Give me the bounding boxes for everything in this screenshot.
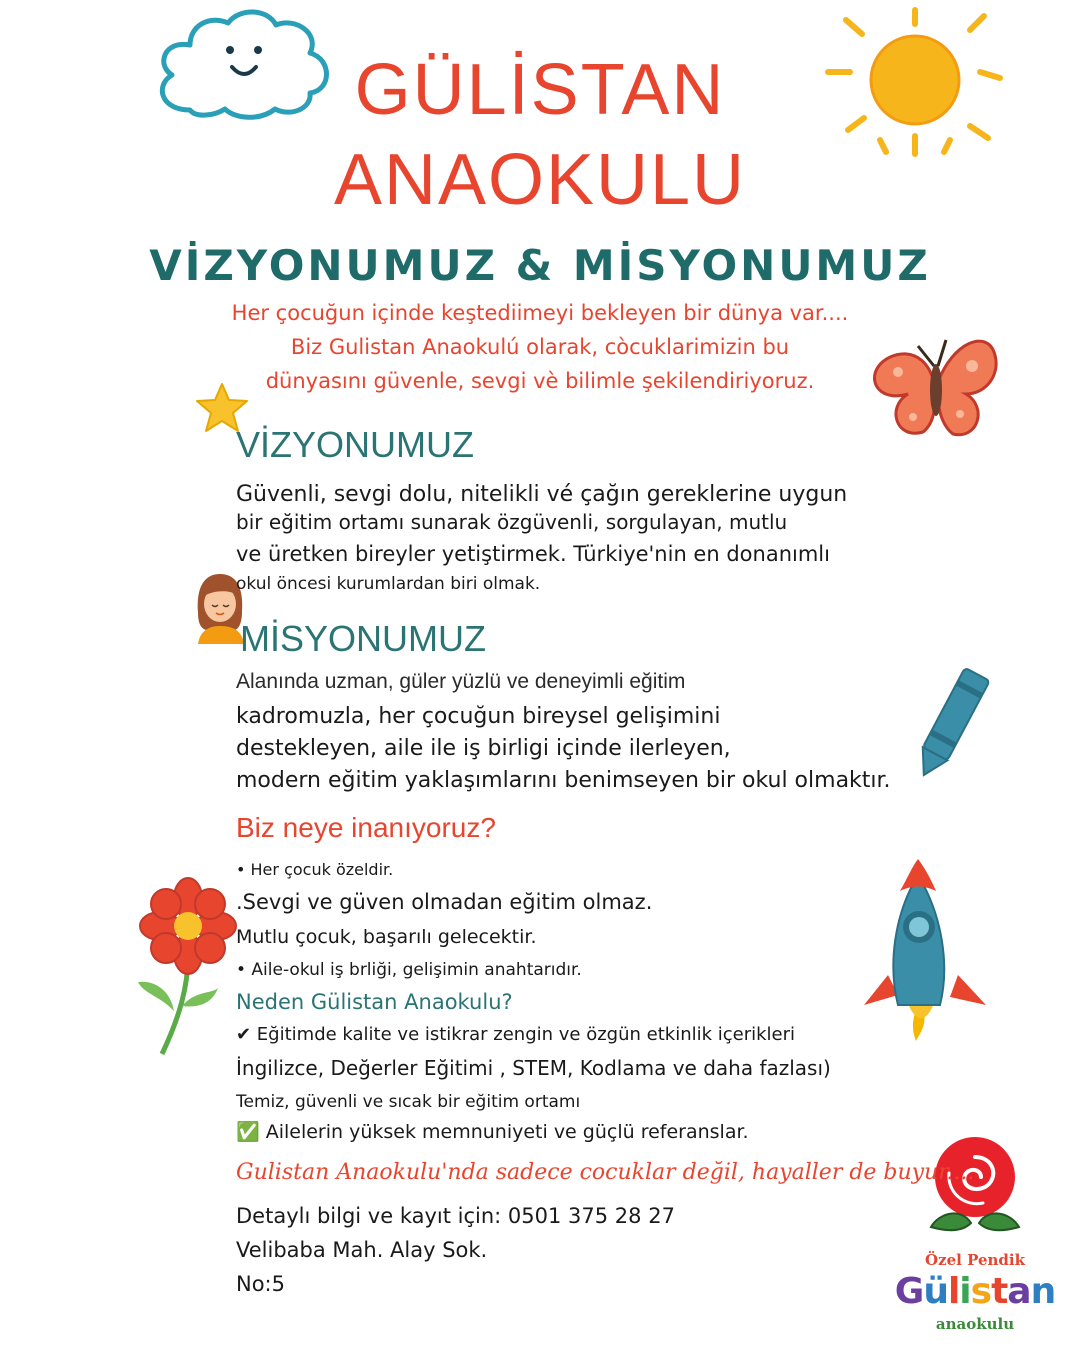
why-line: ✅ Ailelerin yüksek memnuniyeti ve güçlü referanslar. [236,1121,749,1143]
logo-letter: a [1007,1271,1031,1312]
school-logo [880,1250,1070,1334]
why-line: İngilizce, Değerler Eğitimi , STEM, Kodlama ve daha fazlası) [236,1056,831,1080]
logo-letter: i [959,1271,971,1312]
contact-phone: Detaylı bilgi ve kayıt için: 0501 375 28 27 [236,1204,675,1228]
belief-item: • Her çocuk özeldir. [236,860,394,879]
crayon-icon [912,660,992,785]
logo-bottom-text: anaokulu [935,1315,1015,1333]
intro-line: Her çocuğun içinde keştediimeyi bekleyen bir dünya var.... [231,301,849,325]
vision-line: okul öncesi kurumlardan biri olmak. [236,574,541,594]
contact-address: Velibaba Mah. Alay Sok. [236,1238,488,1262]
school-title-line1: GÜLİSTAN [354,50,726,130]
logo-letter: t [991,1271,1008,1312]
intro-line: dünyasını güvenle, sevgi vè bilimle şekilendiriyoruz. [265,369,815,393]
why-heading: Neden Gülistan Anaokulu? [236,990,513,1014]
rocket-icon [858,855,993,1045]
logo-letter: n [1030,1271,1056,1312]
vision-line: Güvenli, sevgi dolu, nitelikli vé çağın gereklerine uygun [236,482,848,507]
why-line: ✔ Eğitimde kalite ve istikrar zengin ve özgün etkinlik içerikleri [236,1024,796,1045]
page-subtitle: VİZYONUMUZ & MİSYONUMUZ [149,241,931,290]
vision-heading: VİZYONUMUZ [236,424,474,465]
school-title-line2: ANAOKULU [333,140,747,220]
mission-line: destekleyen, aile ile iş birligi içinde ilerleyen, [236,736,731,761]
mission-line: kadromuzla, her çocuğun bireysel gelişimini [236,704,721,729]
why-line: Temiz, güvenli ve sıcak bir eğitim ortamı [236,1092,581,1112]
flower-icon [130,876,245,1056]
logo-letter: s [970,1271,992,1312]
belief-item: .Sevgi ve güven olmadan eğitim olmaz. [236,890,653,914]
intro-line: Biz Gulistan Anaokulú olarak, còcuklarimizin bu [290,335,790,359]
mission-heading: MİSYONUMUZ [240,618,486,659]
vision-line: ve üretken bireyler yetiştirmek. Türkiye'nin en donanımlı [236,542,830,566]
intro-text [170,296,910,398]
logo-letter: G [894,1271,924,1312]
beliefs-heading: Biz neye inanıyoruz? [236,812,496,843]
mission-line: Alanında uzman, güler yüzlü ve deneyimli eğitim [236,670,686,693]
contact-address-number: No:5 [236,1272,285,1296]
logo-name [880,1270,1070,1314]
logo-top-text: Özel Pendik [925,1251,1025,1269]
rose-icon [925,1135,1025,1240]
logo-letter: ü [923,1271,948,1312]
belief-item: Mutlu çocuk, başarılı gelecektir. [236,926,537,948]
logo-letter: l [947,1271,960,1312]
slogan: Gulistan Anaokulu'nda sadece cocuklar değil, hayaller de buyur.... [236,1160,975,1185]
mission-line: modern eğitim yaklaşımlarını benimseyen bir okul olmaktır. [236,768,891,793]
vision-line: bir eğitim ortamı sunarak özgüvenli, sorgulayan, mutlu [236,510,788,534]
belief-item: • Aile-okul iş brliği, gelişimin anahtarıdır. [236,960,582,980]
